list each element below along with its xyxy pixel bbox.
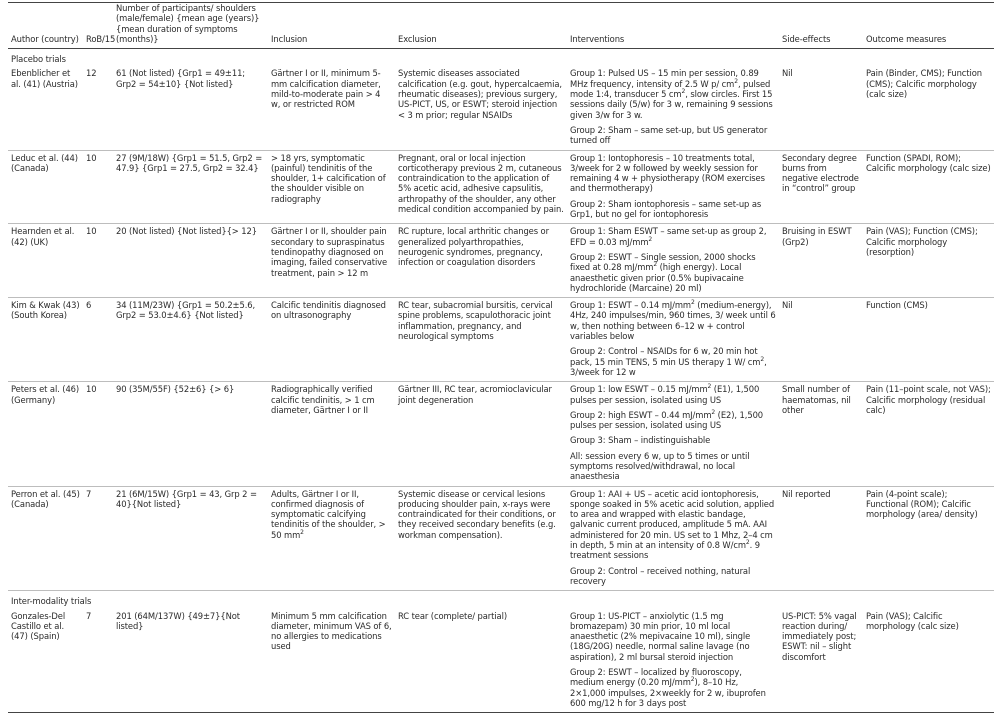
intervention-group: Group 1: Pulsed US – 15 min per session, 0.89 MHz frequency, intensity of 2.5 W p/ $cm^2$, pulsed mode 1:4, transducer 5 $cm^2$, slow circles. First 15 sessions daily (5/w) for 3 w, remaining 9 sessions given 3/w for 3 w. [570,68,773,120]
cell-interventions [567,150,779,224]
cell-interventions [567,224,779,298]
cell-author: Perron et al. (45) (Canada) [8,486,83,591]
table-row [8,486,994,591]
intervention-group: Group 1: AAI + US – acetic acid iontophoresis, sponge soaked in 5% acetic acid solution, applied to area and wrapped with elastic bandage, galvanic current produced, amplitude 5 mA. AAI administered for 20 min. US set to 1 Mhz, 2–4 cm in depth, 5 min at an intensity of 0.8 $W/cm^2$. 9 treatment sessions [570,488,775,561]
header-outcomes: Outcome measures [863,3,994,49]
section-label-inter-modality: Inter-modality trials [11,596,92,607]
cell-rob: 12 [83,66,113,150]
cell-participants: 20 (Not listed) {Not listed}{> 12} [113,224,268,298]
header-row [8,3,994,49]
table-row [8,609,994,713]
header-author: Author (country) [8,3,83,49]
cell-interventions [567,382,779,486]
cell-side-effects: US-PICT: 5% vagal reaction during/ immediately post; ESWT: nil – slight discomfort [779,609,863,713]
trials-table [8,2,994,713]
intervention-group: Group 1: ESWT – 0.14 $mJ/mm^2$ (medium-energy), 4Hz, 240 impulses/min, 960 times, 3/ week until 6 w, then nothing between 6–12 w + control variables below [570,299,776,342]
table-row [8,382,994,486]
intervention-group: Group 2: Sham iontophoresis – same set-up as Grp1, but no gel for iontophoresis [570,198,762,220]
cell-inclusion: Gärtner I or II, shoulder pain secondary to supraspinatus tendinopathy diagnosed on imaging, failed conservative treatment, pain > 12 m [268,224,395,298]
header-side-effects: Side-effects [779,3,863,49]
header-interventions: Interventions [567,3,779,49]
cell-exclusion: Gärtner III, RC tear, acromioclavicular joint degeneration [395,382,567,486]
cell-author: Ebenblicher et al. (41) (Austria) [8,66,83,150]
cell-side-effects: Small number of haematomas, nil other [779,382,863,486]
cell-exclusion: Systemic diseases associated calcification (e.g. gout, hypercalcaemia, rheumatic diseases); previous surgery, US-PICT, US, or ESWT; steroid injection < 3 m prior; regular NSAIDs [395,66,567,150]
cell-outcomes: Pain (11–point scale, not VAS); Calcific morphology (residual calc) [863,382,994,486]
cell-rob: 10 [83,150,113,224]
header-exclusion: Exclusion [395,3,567,49]
header-participants: Number of participants/ shoulders (male/female) {mean age (years)} {mean duration of symptoms (months)} [113,3,268,49]
cell-rob: 6 [83,298,113,382]
cell-outcomes: Pain (VAS); Calcific morphology (calc size) [863,609,994,713]
cell-rob: 10 [83,382,113,486]
cell-inclusion: > 18 yrs, symptomatic (painful) tendinitis of the shoulder, 1+ calcification of the shoulder visible on radiography [268,150,395,224]
cell-author: Gonzales-Del Castillo et al. (47) (Spain) [8,609,83,713]
cell-author: Peters et al. (46) (Germany) [8,382,83,486]
cell-interventions [567,66,779,150]
intervention-group: Group 3: Sham – indistinguishable [570,435,711,446]
cell-participants: 61 (Not listed) {Grp1 = 49±11; Grp2 = 54±10} {Not listed} [113,66,268,150]
cell-side-effects: Nil [779,66,863,150]
cell-interventions [567,486,779,591]
cell-rob: 7 [83,486,113,591]
cell-outcomes: Pain (VAS); Function (CMS); Calcific morphology (resorption) [863,224,994,298]
intervention-group: Group 2: Sham – same set-up, but US generator turned off [570,124,768,146]
header-inclusion: Inclusion [268,3,395,49]
cell-exclusion: RC rupture, local arthritic changes or generalized polyarthropathies, neurogenic syndromes, pregnancy, infection or coagulation disorders [395,224,567,298]
cell-inclusion: Adults, Gärtner I or II, confirmed diagnosis of symptomatic calcifying tendinitis of the shoulder, > 50 $mm^2$ [268,486,395,591]
table-row [8,66,994,150]
cell-author: Hearnden et al. (42) (UK) [8,224,83,298]
cell-inclusion: Minimum 5 mm calcification diameter, minimum VAS of 6, no allergies to medications used [268,609,395,713]
cell-participants: 201 (64M/137W) {49±7}{Not listed} [113,609,268,713]
header-rob: RoB/15 [83,3,113,49]
intervention-group: Group 2: Control – NSAIDs for 6 w, 20 min hot pack, 15 min TENS, 5 min US therapy 1 W/ $cm^2$, 3/week for 12 w [570,346,767,377]
intervention-group: Group 2: ESWT – localized by fluoroscopy, medium energy (0.20 $mJ/mm^2$), 8–10 Hz, 2×1,000 impulses, 2×weekly for 2 w, ibuprofen 600 mg/12 h for 3 days post [570,667,766,708]
cell-rob: 10 [83,224,113,298]
cell-author: Leduc et al. (44) (Canada) [8,150,83,224]
cell-inclusion: Calcific tendinitis diagnosed on ultrasonography [268,298,395,382]
intervention-group: Group 2: high ESWT – 0.44 $mJ/mm^2$ (E2), 1,500 pulses per session, isolated using US [570,409,764,431]
cell-exclusion: RC tear (complete/ partial) [395,609,567,713]
cell-side-effects: Bruising in ESWT (Grp2) [779,224,863,298]
intervention-group: Group 1: low ESWT – 0.15 $mJ/mm^2$ (E1), 1,500 pulses per session, isolated using US [570,383,760,405]
cell-outcomes: Function (SPADI, ROM); Calcific morphology (calc size) [863,150,994,224]
cell-exclusion: RC tear, subacromial bursitis, cervical spine problems, scapulothoracic joint inflammation, pregnancy, and neurological symptoms [395,298,567,382]
intervention-group: Group 1: Sham ESWT – same set-up as group 2, EFD = 0.03 $mJ/mm^2$ [570,226,767,247]
cell-side-effects: Secondary degree burns from negative electrode in “control” group [779,150,863,224]
cell-rob: 7 [83,609,113,713]
cell-side-effects: Nil reported [779,486,863,591]
cell-side-effects: Nil [779,298,863,382]
section-row [8,591,994,609]
cell-participants: 21 (6M/15W) {Grp1 = 43, Grp 2 = 40}{Not listed} [113,486,268,591]
cell-inclusion: Radiographically verified calcific tendinitis, > 1 cm diameter, Gärtner I or II [268,382,395,486]
cell-participants: 34 (11M/23W) {Grp1 = 50.2±5.6, Grp2 = 53.0±4.6} {Not listed} [113,298,268,382]
cell-author: Kim & Kwak (43) (South Korea) [8,298,83,382]
cell-exclusion: Pregnant, oral or local injection corticotherapy previous 2 m, cutaneous contraindication to the application of 5% acetic acid, adhesive capsulitis, arthropathy of the shoulder, any other medical condition accompanied by pain. [395,150,567,224]
cell-inclusion: Gärtner I or II, minimum 5-mm calcification diameter, mild-to-moderate pain > 4 w, or restricted ROM [268,66,395,150]
cell-interventions [567,609,779,713]
table-row [8,224,994,298]
cell-interventions [567,298,779,382]
intervention-group: Group 1: Iontophoresis – 10 treatments total, 3/week for 2 w followed by weekly session for remaining 4 w + physiotherapy (ROM exercises and thermotherapy) [570,152,765,194]
table-row [8,298,994,382]
cell-exclusion: Systemic disease or cervical lesions producing shoulder pain, x-rays were contraindicated for their conditions, or they received secondary benefits (e.g. workman compensation). [395,486,567,591]
cell-outcomes: Pain (4-point scale); Functional (ROM); Calcific morphology (area/ density) [863,486,994,591]
cell-outcomes: Pain (Binder, CMS); Function (CMS); Calcific morphology (calc size) [863,66,994,150]
intervention-group: Group 2: Control – received nothing, natural recovery [570,565,751,586]
section-row [8,49,994,67]
cell-participants: 90 (35M/55F) {52±6} {> 6} [113,382,268,486]
cell-participants: 27 (9M/18W) {Grp1 = 51.5, Grp2 = 47.9} {Grp1 = 27.5, Grp2 = 32.4} [113,150,268,224]
table-row [8,150,994,224]
section-label-placebo: Placebo trials [11,54,66,65]
cell-outcomes: Function (CMS) [863,298,994,382]
intervention-group: Group 1: US-PICT – anxiolytic (1.5 mg bromazepam) 30 min prior, 10 ml local anaesthetic (2% mepivacaine 10 ml), single (18G/20G) needle, normal saline lavage (no aspiration), 2 ml bursal steroid injection [570,610,751,662]
intervention-group: All: session every 6 w, up to 5 times or until symptoms resolved/withdrawal, no local anaesthesia [570,450,750,482]
intervention-group: Group 2: ESWT – Single session, 2000 shocks fixed at 0.28 $mJ/mm^2$ (high energy). Local anaesthetic given prior (0.5% bupivacaine hydrochloride (Marcaine) 20 ml) [570,251,756,293]
